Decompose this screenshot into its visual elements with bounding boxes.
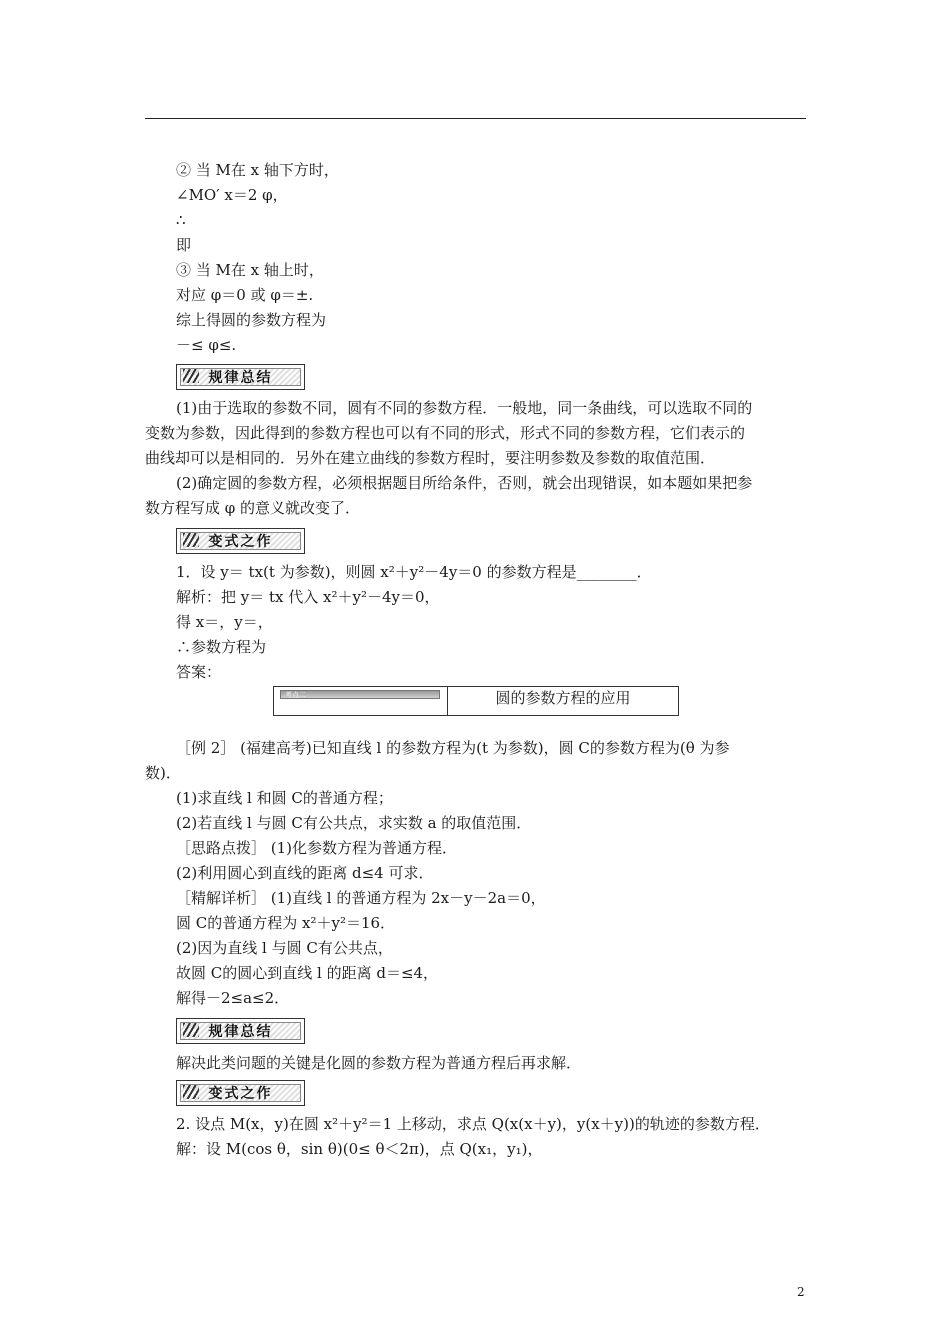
text-line: 解析：把 y＝ tx 代入 x²＋y²－4y＝0， bbox=[176, 588, 440, 606]
text-line: ∠MO′ x＝2 φ， bbox=[176, 186, 288, 204]
topic-label-cell bbox=[274, 687, 448, 715]
text-line: 圆 C的普通方程为 x²＋y²＝16． bbox=[176, 914, 396, 932]
header-rule bbox=[145, 118, 806, 119]
topic-header-box bbox=[273, 686, 679, 716]
text-line: 变数为参数，因此得到的参数方程也可以有不同的形式，形式不同的参数方程，它们表示的 bbox=[145, 424, 746, 442]
page-number: 2 bbox=[797, 1285, 805, 1299]
topic-label: 考点二 bbox=[280, 690, 440, 699]
text-line: (2)确定圆的参数方程，必须根据题目所给条件，否则，就会出现错误，如本题如果把参 bbox=[176, 474, 753, 492]
text-line: 解得－2≤a≤2． bbox=[176, 989, 290, 1007]
text-line: 得 x＝，y＝， bbox=[176, 613, 273, 631]
section-tag-variant bbox=[176, 528, 305, 554]
text-line: ［思路点拨］ (1)化参数方程为普通方程． bbox=[176, 839, 458, 857]
text-line: ［例 2］ (福建高考)已知直线 l 的参数方程为(t 为参数)，圆 C的参数方程为(θ 为参 bbox=[176, 739, 730, 757]
text-line: (1)求直线 l 和圆 C的普通方程； bbox=[176, 789, 393, 807]
tag-label: 变式之作 bbox=[208, 534, 273, 550]
text-line: 解：设 M(cos θ，sin θ)(0≤ θ＜2π)，点 Q(x₁，y₁)， bbox=[176, 1140, 543, 1158]
text-line: ② 当 M在 x 轴下方时， bbox=[176, 161, 339, 179]
text-line: 数方程写成 φ 的意义就改变了． bbox=[145, 499, 361, 517]
text-line: 1．设 y＝ tx(t 为参数)，则圆 x²＋y²－4y＝0 的参数方程是________． bbox=[176, 563, 652, 581]
tag-label: 规律总结 bbox=[208, 370, 273, 386]
text-line: 2. 设点 M(x，y)在圆 x²＋y²＝1 上移动，求点 Q(x(x＋y)，y(x＋y))的轨迹的参数方程． bbox=[176, 1115, 770, 1133]
text-line: (2)因为直线 l 与圆 C有公共点， bbox=[176, 939, 393, 957]
text-line: ∴参数方程为 bbox=[176, 638, 267, 656]
text-line: 曲线却可以是相同的．另外在建立曲线的参数方程时，要注明参数及参数的取值范围． bbox=[145, 449, 716, 467]
text-line: －≤ φ≤. bbox=[176, 336, 237, 354]
tag-label: 规律总结 bbox=[208, 1024, 273, 1040]
section-tag-summary bbox=[176, 364, 305, 390]
section-tag-summary bbox=[176, 1018, 305, 1044]
text-line: 综上得圆的参数方程为 bbox=[176, 311, 327, 329]
section-tag-variant bbox=[176, 1080, 305, 1106]
text-line: (1)由于选取的参数不同，圆有不同的参数方程．一般地，同一条曲线，可以选取不同的 bbox=[176, 399, 753, 417]
text-line: 答案： bbox=[176, 663, 222, 681]
text-line: (2)若直线 l 与圆 C有公共点，求实数 a 的取值范围． bbox=[176, 814, 532, 832]
text-line: (2)利用圆心到直线的距离 d≤4 可求． bbox=[176, 864, 434, 882]
text-line: 即 bbox=[176, 236, 192, 254]
text-line: 对应 φ＝0 或 φ＝±. bbox=[176, 286, 314, 304]
text-line: 数)． bbox=[145, 764, 181, 782]
text-line: ［精解详析］ (1)直线 l 的普通方程为 2x－y－2a＝0， bbox=[176, 889, 546, 907]
text-line: ∴ bbox=[176, 211, 186, 229]
text-line: 故圆 C的圆心到直线 l 的距离 d＝≤4， bbox=[176, 964, 439, 982]
text-line: 解决此类问题的关键是化圆的参数方程为普通方程后再求解． bbox=[176, 1054, 582, 1072]
topic-title: 圆的参数方程的应用 bbox=[495, 689, 631, 707]
text-line: ③ 当 M在 x 轴上时， bbox=[176, 261, 324, 279]
tag-label: 变式之作 bbox=[208, 1086, 273, 1102]
